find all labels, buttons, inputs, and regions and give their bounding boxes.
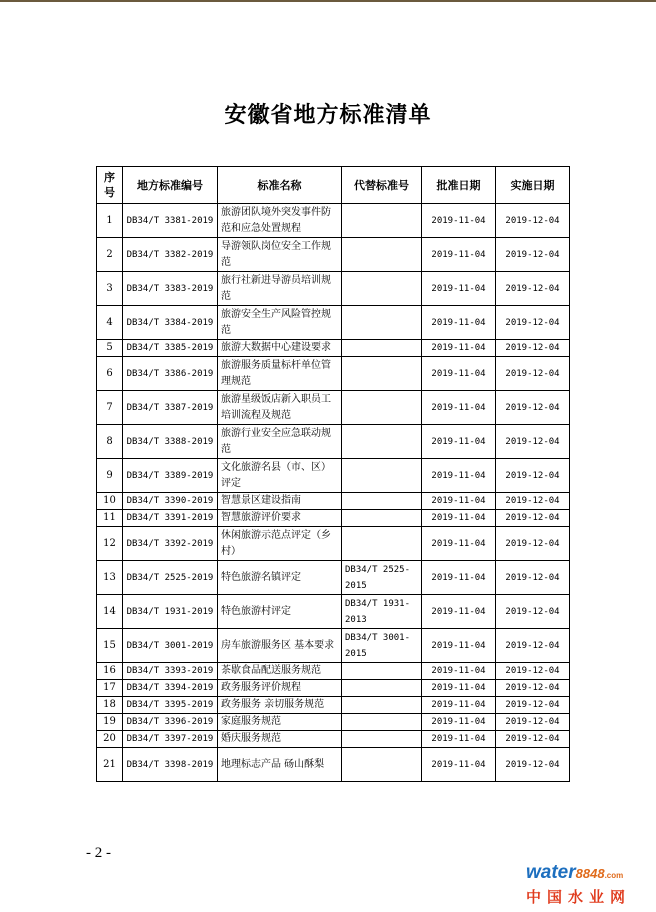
table-row	[97, 527, 570, 561]
cell-code: DB34/T 3391-2019	[123, 510, 218, 527]
cell-approved: 2019-11-04	[422, 629, 496, 663]
cell-effective: 2019-12-04	[496, 357, 570, 391]
cell-effective: 2019-12-04	[496, 697, 570, 714]
cell-code: DB34/T 3398-2019	[123, 748, 218, 782]
cell-no: 8	[97, 425, 123, 459]
cell-no: 14	[97, 595, 123, 629]
cell-no: 18	[97, 697, 123, 714]
table-header-row	[97, 167, 570, 204]
cell-approved: 2019-11-04	[422, 680, 496, 697]
cell-name: 地理标志产品 砀山酥梨	[218, 748, 342, 782]
cell-approved: 2019-11-04	[422, 748, 496, 782]
cell-name: 旅游星级饭店新入职员工培训流程及规范	[218, 391, 342, 425]
header-name: 标准名称	[218, 167, 342, 204]
header-no: 序号	[97, 167, 123, 204]
cell-replaces	[342, 459, 422, 493]
cell-replaces	[342, 714, 422, 731]
cell-code: DB34/T 3381-2019	[123, 204, 218, 238]
watermark-brand: water8848.com	[526, 862, 624, 883]
cell-replaces	[342, 680, 422, 697]
cell-name: 政务服务评价规程	[218, 680, 342, 697]
header-replaces: 代替标准号	[342, 167, 422, 204]
cell-effective: 2019-12-04	[496, 663, 570, 680]
cell-no: 5	[97, 340, 123, 357]
header-code: 地方标准编号	[123, 167, 218, 204]
cell-replaces: DB34/T 1931-2013	[342, 595, 422, 629]
cell-no: 11	[97, 510, 123, 527]
cell-no: 15	[97, 629, 123, 663]
cell-name: 家庭服务规范	[218, 714, 342, 731]
cell-approved: 2019-11-04	[422, 357, 496, 391]
table-row	[97, 731, 570, 748]
cell-no: 3	[97, 272, 123, 306]
cell-approved: 2019-11-04	[422, 204, 496, 238]
cell-no: 4	[97, 306, 123, 340]
table-row	[97, 748, 570, 782]
table-row	[97, 561, 570, 595]
cell-replaces	[342, 748, 422, 782]
watermark-logo	[526, 862, 646, 906]
cell-code: DB34/T 3385-2019	[123, 340, 218, 357]
cell-replaces	[342, 510, 422, 527]
cell-effective: 2019-12-04	[496, 527, 570, 561]
cell-approved: 2019-11-04	[422, 425, 496, 459]
cell-code: DB34/T 3393-2019	[123, 663, 218, 680]
table-row	[97, 629, 570, 663]
cell-effective: 2019-12-04	[496, 306, 570, 340]
cell-replaces	[342, 663, 422, 680]
cell-effective: 2019-12-04	[496, 272, 570, 306]
cell-effective: 2019-12-04	[496, 595, 570, 629]
cell-effective: 2019-12-04	[496, 510, 570, 527]
table-row	[97, 459, 570, 493]
cell-effective: 2019-12-04	[496, 561, 570, 595]
cell-approved: 2019-11-04	[422, 493, 496, 510]
cell-no: 13	[97, 561, 123, 595]
cell-replaces	[342, 238, 422, 272]
cell-name: 休闲旅游示范点评定（乡村）	[218, 527, 342, 561]
standards-table	[96, 166, 570, 782]
cell-effective: 2019-12-04	[496, 680, 570, 697]
table-row	[97, 272, 570, 306]
cell-replaces	[342, 731, 422, 748]
cell-effective: 2019-12-04	[496, 714, 570, 731]
cell-effective: 2019-12-04	[496, 425, 570, 459]
top-border-line	[0, 0, 656, 2]
cell-code: DB34/T 3396-2019	[123, 714, 218, 731]
cell-name: 旅游大数据中心建设要求	[218, 340, 342, 357]
header-effective: 实施日期	[496, 167, 570, 204]
cell-code: DB34/T 3394-2019	[123, 680, 218, 697]
cell-code: DB34/T 3388-2019	[123, 425, 218, 459]
cell-approved: 2019-11-04	[422, 510, 496, 527]
cell-replaces: DB34/T 2525-2015	[342, 561, 422, 595]
cell-name: 婚庆服务规范	[218, 731, 342, 748]
cell-no: 7	[97, 391, 123, 425]
cell-approved: 2019-11-04	[422, 527, 496, 561]
table-row	[97, 357, 570, 391]
cell-no: 19	[97, 714, 123, 731]
header-approved: 批准日期	[422, 167, 496, 204]
cell-replaces	[342, 204, 422, 238]
cell-code: DB34/T 3386-2019	[123, 357, 218, 391]
cell-name: 旅游行业安全应急联动规范	[218, 425, 342, 459]
cell-replaces	[342, 340, 422, 357]
cell-code: DB34/T 3390-2019	[123, 493, 218, 510]
table-row	[97, 306, 570, 340]
table-row	[97, 391, 570, 425]
cell-replaces	[342, 357, 422, 391]
cell-code: DB34/T 3395-2019	[123, 697, 218, 714]
table-row	[97, 663, 570, 680]
cell-name: 特色旅游名镇评定	[218, 561, 342, 595]
cell-name: 政务服务 亲切服务规范	[218, 697, 342, 714]
cell-code: DB34/T 1931-2019	[123, 595, 218, 629]
cell-replaces: DB34/T 3001-2015	[342, 629, 422, 663]
table-body	[97, 204, 570, 782]
cell-effective: 2019-12-04	[496, 340, 570, 357]
cell-approved: 2019-11-04	[422, 340, 496, 357]
cell-no: 17	[97, 680, 123, 697]
cell-replaces	[342, 697, 422, 714]
table-row	[97, 238, 570, 272]
cell-name: 茶歇食品配送服务规范	[218, 663, 342, 680]
cell-code: DB34/T 3383-2019	[123, 272, 218, 306]
cell-name: 旅游团队境外突发事件防范和应急处置规程	[218, 204, 342, 238]
cell-code: DB34/T 3387-2019	[123, 391, 218, 425]
cell-name: 文化旅游名县（市、区）评定	[218, 459, 342, 493]
cell-effective: 2019-12-04	[496, 204, 570, 238]
cell-effective: 2019-12-04	[496, 391, 570, 425]
table-row	[97, 595, 570, 629]
cell-code: DB34/T 3001-2019	[123, 629, 218, 663]
cell-name: 旅游服务质量标杆单位管理规范	[218, 357, 342, 391]
cell-name: 智慧旅游评价要求	[218, 510, 342, 527]
cell-approved: 2019-11-04	[422, 663, 496, 680]
cell-effective: 2019-12-04	[496, 493, 570, 510]
cell-replaces	[342, 493, 422, 510]
cell-effective: 2019-12-04	[496, 459, 570, 493]
cell-code: DB34/T 3382-2019	[123, 238, 218, 272]
cell-name: 智慧景区建设指南	[218, 493, 342, 510]
cell-replaces	[342, 425, 422, 459]
cell-replaces	[342, 272, 422, 306]
cell-replaces	[342, 391, 422, 425]
cell-approved: 2019-11-04	[422, 731, 496, 748]
cell-effective: 2019-12-04	[496, 748, 570, 782]
cell-name: 特色旅游村评定	[218, 595, 342, 629]
table-row	[97, 340, 570, 357]
cell-name: 旅游安全生产风险管控规范	[218, 306, 342, 340]
table-row	[97, 425, 570, 459]
cell-effective: 2019-12-04	[496, 731, 570, 748]
document-title: 安徽省地方标准清单	[224, 102, 432, 128]
cell-no: 20	[97, 731, 123, 748]
cell-no: 9	[97, 459, 123, 493]
cell-approved: 2019-11-04	[422, 697, 496, 714]
cell-no: 1	[97, 204, 123, 238]
cell-name: 旅行社新进导游员培训规范	[218, 272, 342, 306]
cell-no: 6	[97, 357, 123, 391]
cell-no: 12	[97, 527, 123, 561]
cell-approved: 2019-11-04	[422, 714, 496, 731]
cell-no: 21	[97, 748, 123, 782]
cell-replaces	[342, 527, 422, 561]
cell-approved: 2019-11-04	[422, 272, 496, 306]
cell-approved: 2019-11-04	[422, 238, 496, 272]
cell-code: DB34/T 3389-2019	[123, 459, 218, 493]
cell-effective: 2019-12-04	[496, 238, 570, 272]
watermark-subtitle: 中国水业网	[526, 888, 632, 906]
cell-code: DB34/T 3397-2019	[123, 731, 218, 748]
cell-no: 10	[97, 493, 123, 510]
cell-approved: 2019-11-04	[422, 595, 496, 629]
table-row	[97, 680, 570, 697]
cell-name: 房车旅游服务区 基本要求	[218, 629, 342, 663]
cell-approved: 2019-11-04	[422, 306, 496, 340]
cell-code: DB34/T 3392-2019	[123, 527, 218, 561]
cell-approved: 2019-11-04	[422, 561, 496, 595]
cell-name: 导游领队岗位安全工作规范	[218, 238, 342, 272]
table-row	[97, 510, 570, 527]
cell-no: 16	[97, 663, 123, 680]
cell-no: 2	[97, 238, 123, 272]
table-row	[97, 714, 570, 731]
table-row	[97, 204, 570, 238]
cell-code: DB34/T 3384-2019	[123, 306, 218, 340]
cell-code: DB34/T 2525-2019	[123, 561, 218, 595]
table-row	[97, 493, 570, 510]
cell-approved: 2019-11-04	[422, 391, 496, 425]
cell-approved: 2019-11-04	[422, 459, 496, 493]
table-row	[97, 697, 570, 714]
cell-replaces	[342, 306, 422, 340]
page-number: - 2 -	[86, 845, 111, 861]
cell-effective: 2019-12-04	[496, 629, 570, 663]
